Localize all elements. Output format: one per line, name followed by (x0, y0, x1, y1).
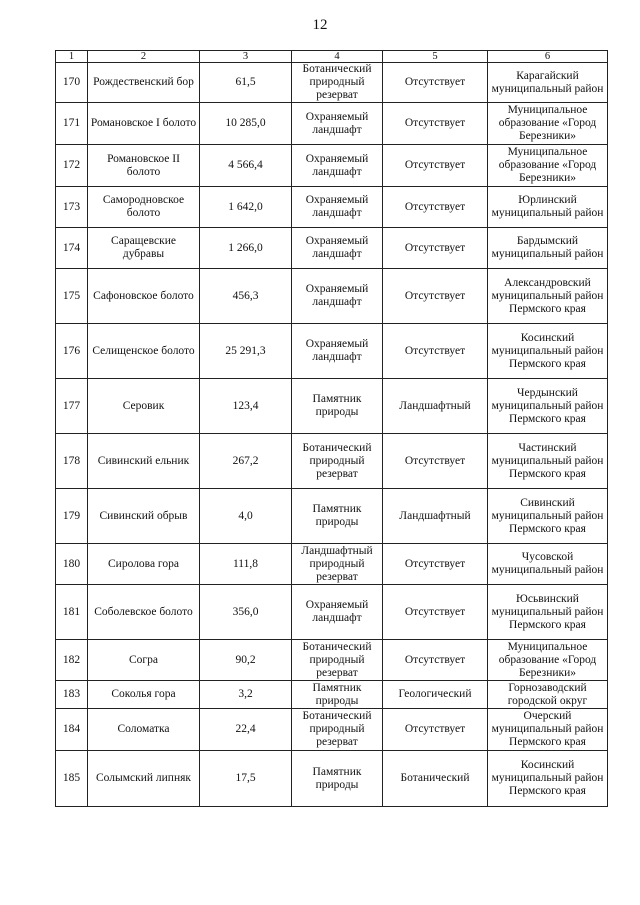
category-cell: Охраняемый ландшафт (292, 187, 383, 228)
protected-areas-table (55, 50, 608, 807)
table-row (56, 324, 608, 379)
location-cell: Бардымский муниципальный район (488, 228, 608, 269)
profile-cell: Отсутствует (383, 640, 488, 681)
category-cell: Памятник природы (292, 489, 383, 544)
location-cell: Юрлинский муниципальный район (488, 187, 608, 228)
table-row (56, 228, 608, 269)
profile-cell: Отсутствует (383, 187, 488, 228)
area-cell: 61,5 (200, 63, 292, 103)
location-cell: Карагайский муниципальный район (488, 63, 608, 103)
profile-cell: Отсутствует (383, 544, 488, 585)
area-cell: 22,4 (200, 709, 292, 751)
profile-cell: Отсутствует (383, 585, 488, 640)
location-cell: Косинский муниципальный район Пермского края (488, 751, 608, 807)
name-cell: Соколья гора (88, 681, 200, 709)
table-row (56, 269, 608, 324)
name-cell: Селищенское болото (88, 324, 200, 379)
name-cell: Саращевские дубравы (88, 228, 200, 269)
name-cell: Самородновское болото (88, 187, 200, 228)
row-number-cell: 181 (56, 585, 88, 640)
profile-cell: Отсутствует (383, 145, 488, 187)
profile-cell: Ботанический (383, 751, 488, 807)
row-number-cell: 183 (56, 681, 88, 709)
row-number-cell: 178 (56, 434, 88, 489)
row-number-cell: 173 (56, 187, 88, 228)
location-cell: Очерский муниципальный район Пермского края (488, 709, 608, 751)
category-cell: Охраняемый ландшафт (292, 269, 383, 324)
name-cell: Романовское II болото (88, 145, 200, 187)
area-cell: 90,2 (200, 640, 292, 681)
table-row (56, 709, 608, 751)
name-cell: Солымский липняк (88, 751, 200, 807)
page-number: 12 (312, 17, 328, 33)
category-cell: Ботанический природный резерват (292, 640, 383, 681)
row-number-cell: 174 (56, 228, 88, 269)
profile-cell: Отсутствует (383, 228, 488, 269)
profile-cell: Отсутствует (383, 63, 488, 103)
category-cell: Охраняемый ландшафт (292, 145, 383, 187)
area-cell: 1 266,0 (200, 228, 292, 269)
name-cell: Романовское I болото (88, 103, 200, 145)
category-cell: Ботанический природный резерват (292, 709, 383, 751)
name-cell: Соломатка (88, 709, 200, 751)
name-cell: Сиролова гора (88, 544, 200, 585)
name-cell: Согра (88, 640, 200, 681)
profile-cell: Отсутствует (383, 103, 488, 145)
location-cell: Сивинский муниципальный район Пермского края (488, 489, 608, 544)
profile-cell: Отсутствует (383, 269, 488, 324)
location-cell: Частинский муниципальный район Пермского края (488, 434, 608, 489)
category-cell: Ботанический природный резерват (292, 434, 383, 489)
category-cell: Охраняемый ландшафт (292, 324, 383, 379)
category-cell: Охраняемый ландшафт (292, 585, 383, 640)
area-cell: 4,0 (200, 489, 292, 544)
row-number-cell: 180 (56, 544, 88, 585)
category-cell: Ландшафтный природный резерват (292, 544, 383, 585)
table-row (56, 379, 608, 434)
category-cell: Ботанический природный резерват (292, 63, 383, 103)
location-cell: Чусовской муниципальный район (488, 544, 608, 585)
column-header: 6 (488, 51, 608, 63)
area-cell: 10 285,0 (200, 103, 292, 145)
profile-cell: Отсутствует (383, 434, 488, 489)
category-cell: Охраняемый ландшафт (292, 103, 383, 145)
category-cell: Памятник природы (292, 751, 383, 807)
table-row (56, 640, 608, 681)
row-number-cell: 170 (56, 63, 88, 103)
column-header: 4 (292, 51, 383, 63)
row-number-cell: 185 (56, 751, 88, 807)
area-cell: 1 642,0 (200, 187, 292, 228)
location-cell: Косинский муниципальный район Пермского края (488, 324, 608, 379)
table-row (56, 187, 608, 228)
table-row (56, 103, 608, 145)
category-cell: Памятник природы (292, 681, 383, 709)
row-number-cell: 179 (56, 489, 88, 544)
location-cell: Чердынский муниципальный район Пермского края (488, 379, 608, 434)
table-row (56, 63, 608, 103)
area-cell: 456,3 (200, 269, 292, 324)
area-cell: 17,5 (200, 751, 292, 807)
profile-cell: Ландшафтный (383, 379, 488, 434)
table-row (56, 145, 608, 187)
column-header: 1 (56, 51, 88, 63)
row-number-cell: 184 (56, 709, 88, 751)
location-cell: Муниципальное образование «Город Березники» (488, 640, 608, 681)
category-cell: Охраняемый ландшафт (292, 228, 383, 269)
profile-cell: Ландшафтный (383, 489, 488, 544)
row-number-cell: 172 (56, 145, 88, 187)
row-number-cell: 171 (56, 103, 88, 145)
name-cell: Серовик (88, 379, 200, 434)
column-number-row (56, 51, 608, 63)
table-row (56, 544, 608, 585)
table-row (56, 434, 608, 489)
location-cell: Горнозаводский городской округ (488, 681, 608, 709)
name-cell: Сивинский ельник (88, 434, 200, 489)
row-number-cell: 182 (56, 640, 88, 681)
table-row (56, 681, 608, 709)
category-cell: Памятник природы (292, 379, 383, 434)
table-row (56, 585, 608, 640)
location-cell: Юсьвинский муниципальный район Пермского края (488, 585, 608, 640)
profile-cell: Отсутствует (383, 324, 488, 379)
area-cell: 25 291,3 (200, 324, 292, 379)
name-cell: Соболевское болото (88, 585, 200, 640)
column-header: 2 (88, 51, 200, 63)
row-number-cell: 177 (56, 379, 88, 434)
name-cell: Сивинский обрыв (88, 489, 200, 544)
location-cell: Александровский муниципальный район Пермского края (488, 269, 608, 324)
name-cell: Сафоновское болото (88, 269, 200, 324)
area-cell: 123,4 (200, 379, 292, 434)
name-cell: Рождественский бор (88, 63, 200, 103)
area-cell: 267,2 (200, 434, 292, 489)
area-cell: 4 566,4 (200, 145, 292, 187)
location-cell: Муниципальное образование «Город Березники» (488, 145, 608, 187)
area-cell: 3,2 (200, 681, 292, 709)
table-row (56, 489, 608, 544)
row-number-cell: 176 (56, 324, 88, 379)
profile-cell: Отсутствует (383, 709, 488, 751)
column-header: 5 (383, 51, 488, 63)
table-row (56, 751, 608, 807)
profile-cell: Геологический (383, 681, 488, 709)
row-number-cell: 175 (56, 269, 88, 324)
area-cell: 356,0 (200, 585, 292, 640)
area-cell: 111,8 (200, 544, 292, 585)
column-header: 3 (200, 51, 292, 63)
location-cell: Муниципальное образование «Город Березники» (488, 103, 608, 145)
